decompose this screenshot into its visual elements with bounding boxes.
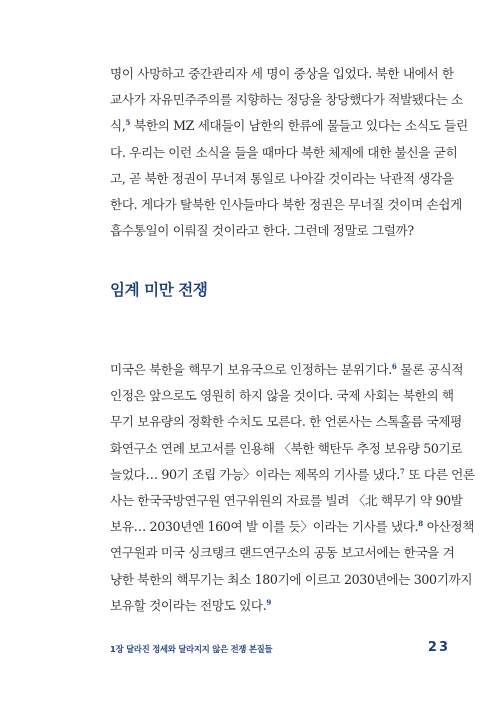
body-paragraph-1 (110, 61, 468, 244)
text-line (110, 514, 475, 540)
text-line: 연구원과 미국 싱크탱크 랜드연구소의 공동 보고서에는 한국을 겨 (110, 545, 455, 561)
text-line (110, 113, 468, 139)
text-line: 다. 우리는 이런 소식을 들을 때마다 북한 체제에 대한 불신을 굳히 (110, 144, 458, 160)
text-line: 사는 한국국방연구원 연구위원의 자료를 빌려 〈北 핵무기 약 90발 (110, 492, 463, 508)
text-segment: 물론 공식적 (396, 362, 464, 377)
footnote-marker[interactable]: 8 (418, 519, 424, 529)
text-segment: 식, (110, 118, 126, 134)
text-line: 흡수통일이 이뤄질 것이라고 한다. 그런데 정말로 그럴까? (110, 223, 414, 239)
text-line: 무기 보유량의 정확한 수치도 모른다. 한 언론사는 스톡홀름 국제평 (110, 414, 462, 430)
text-line (110, 593, 450, 619)
text-line: 화연구소 연례 보고서를 인용해 〈북한 핵탄두 추정 보유량 50기로 (110, 440, 463, 456)
text-segment: 아산정책 (423, 519, 475, 535)
text-segment: 미국은 북한을 핵무기 보유국으로 인정하는 분위기다. (110, 362, 392, 377)
footnote-marker[interactable]: 7 (399, 466, 405, 476)
text-segment: 또 다른 언론 (404, 466, 475, 482)
text-line (110, 357, 464, 383)
text-line (110, 462, 475, 488)
text-segment: 보유할 것이라는 전망도 있다. (110, 597, 267, 613)
text-segment: 늘었다… 90기 조립 가능〉이라는 제목의 기사를 냈다. (110, 466, 400, 482)
page-footer (110, 642, 450, 658)
footnote-marker[interactable]: 5 (125, 118, 131, 128)
section-heading: 임계 미만 전쟁 (110, 281, 208, 299)
text-segment: 보유… 2030년엔 160여 발 이를 듯〉이라는 기사를 냈다. (110, 519, 419, 535)
text-line: 인정은 앞으로도 영원히 하지 않을 것이다. 국제 사회는 북한의 핵 (110, 388, 454, 404)
footnote-marker[interactable]: 9 (266, 597, 272, 607)
text-line: 교사가 자유민주주의를 지향하는 정당을 창당했다가 적발됐다는 소 (110, 92, 463, 108)
page-number: 23 (427, 640, 450, 655)
body-paragraph-2 (110, 357, 475, 619)
text-segment: 북한의 MZ 세대들이 남한의 한류에 물들고 있다는 소식도 들린 (130, 118, 468, 134)
text-line: 한다. 게다가 탈북한 인사들마다 북한 정권은 무너질 것이며 손쉽게 (110, 196, 462, 212)
text-line: 냥한 북한의 핵무기는 최소 180기에 이르고 2030년에는 300기까지 (110, 571, 473, 587)
text-line: 고, 곧 북한 정권이 무너져 통일로 나아갈 것이라는 낙관적 생각을 (110, 170, 454, 186)
running-head: 1장 달라진 정세와 달라지지 않은 전쟁 본질들 (110, 644, 273, 654)
text-line: 명이 사망하고 중간관리자 세 명이 중상을 입었다. 북한 내에서 한 (110, 66, 454, 81)
footnote-marker[interactable]: 6 (391, 362, 397, 371)
